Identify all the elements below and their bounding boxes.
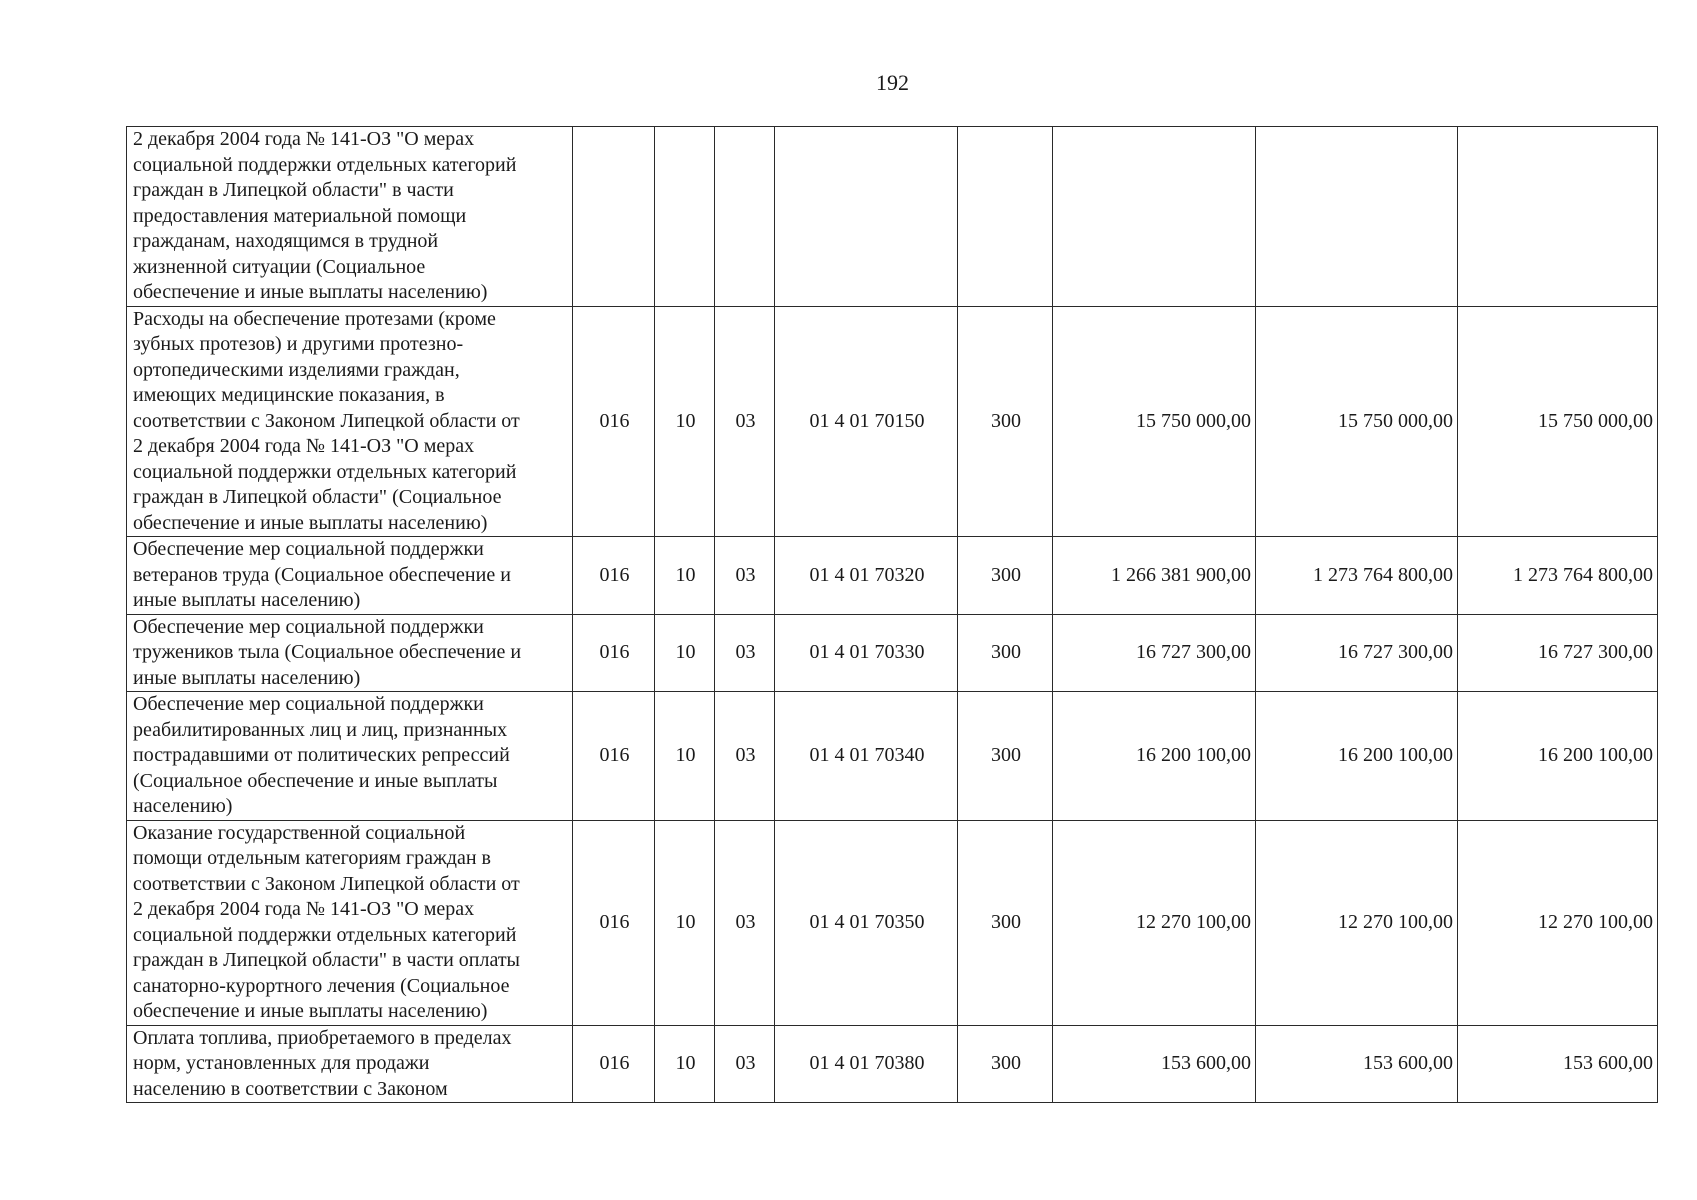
- cell-target-article: 01 4 01 70380: [775, 1025, 958, 1103]
- description-line: пострадавшими от политических репрессий: [133, 744, 510, 766]
- table-row: [127, 127, 1658, 307]
- description-line: иные выплаты населению): [133, 589, 361, 611]
- description-line: соответствии с Законом Липецкой области от: [133, 409, 520, 432]
- description-line: Оплата топлива, приобретаемого в пределах: [133, 1026, 512, 1049]
- description-line: Обеспечение мер социальной поддержки: [133, 538, 484, 560]
- description-line: обеспечение и иные выплаты населению): [133, 511, 488, 534]
- description-line: Обеспечение мер социальной поддержки: [133, 693, 484, 715]
- table-row: [127, 614, 1658, 692]
- cell-podrazdel: 03: [715, 614, 775, 692]
- cell-amount-3: [1458, 127, 1658, 307]
- cell-description: [127, 127, 573, 307]
- description-line: социальной поддержки отдельных категорий: [133, 460, 517, 483]
- cell-amount-1: 1 266 381 900,00: [1053, 537, 1256, 615]
- table-row: [127, 692, 1658, 821]
- cell-expense-type: [958, 127, 1053, 307]
- budget-table: [126, 126, 1658, 1103]
- description-line: 2 декабря 2004 года № 141-ОЗ "О мерах: [133, 128, 475, 150]
- description-line: населению): [133, 795, 233, 817]
- description-line: ветеранов труда (Социальное обеспечение и: [133, 563, 511, 586]
- description-line: граждан в Липецкой области" в части оплаты: [133, 949, 520, 971]
- description-line: тружеников тыла (Социальное обеспечение и: [133, 641, 522, 663]
- cell-target-article: 01 4 01 70330: [775, 614, 958, 692]
- table-body: [127, 127, 1658, 1103]
- description-line: санаторно-курортного лечения (Социальное: [133, 974, 510, 997]
- description-line: 2 декабря 2004 года № 141-ОЗ "О мерах: [133, 898, 475, 920]
- description-line: гражданам, находящимся в трудной: [133, 230, 439, 252]
- cell-description: [127, 1025, 573, 1103]
- table-row: [127, 1025, 1658, 1103]
- table-row: [127, 306, 1658, 537]
- cell-amount-3: 16 200 100,00: [1458, 692, 1658, 821]
- cell-ved: 016: [573, 1025, 655, 1103]
- cell-amount-3: 1 273 764 800,00: [1458, 537, 1658, 615]
- cell-target-article: 01 4 01 70320: [775, 537, 958, 615]
- cell-ved: 016: [573, 306, 655, 537]
- description-line: Обеспечение мер социальной поддержки: [133, 615, 484, 638]
- cell-expense-type: 300: [958, 537, 1053, 615]
- cell-razdel: [655, 127, 715, 307]
- cell-ved: 016: [573, 537, 655, 615]
- cell-podrazdel: 03: [715, 537, 775, 615]
- description-line: социальной поддержки отдельных категорий: [133, 153, 517, 176]
- description-line: граждан в Липецкой области" (Социальное: [133, 486, 502, 508]
- cell-expense-type: 300: [958, 692, 1053, 821]
- description-line: населению в соответствии с Законом: [133, 1077, 448, 1100]
- cell-ved: 016: [573, 614, 655, 692]
- cell-amount-3: 12 270 100,00: [1458, 820, 1658, 1025]
- cell-podrazdel: 03: [715, 1025, 775, 1103]
- cell-description: [127, 820, 573, 1025]
- cell-razdel: 10: [655, 1025, 715, 1103]
- cell-target-article: [775, 127, 958, 307]
- description-line: реабилитированных лиц и лиц, признанных: [133, 718, 508, 741]
- cell-amount-1: 15 750 000,00: [1053, 306, 1256, 537]
- cell-razdel: 10: [655, 692, 715, 821]
- cell-expense-type: 300: [958, 1025, 1053, 1103]
- cell-amount-2: [1256, 127, 1458, 307]
- cell-razdel: 10: [655, 306, 715, 537]
- cell-amount-1: 16 200 100,00: [1053, 692, 1256, 821]
- cell-amount-1: [1053, 127, 1256, 307]
- cell-razdel: 10: [655, 614, 715, 692]
- description-line: норм, установленных для продажи: [133, 1052, 430, 1074]
- cell-amount-2: 1 273 764 800,00: [1256, 537, 1458, 615]
- description-line: жизненной ситуации (Социальное: [133, 255, 426, 278]
- cell-ved: 016: [573, 820, 655, 1025]
- description-line: ортопедическими изделиями граждан,: [133, 358, 460, 381]
- description-line: помощи отдельным категориям граждан в: [133, 847, 491, 869]
- cell-description: [127, 692, 573, 821]
- cell-amount-2: 15 750 000,00: [1256, 306, 1458, 537]
- cell-description: [127, 537, 573, 615]
- cell-expense-type: 300: [958, 306, 1053, 537]
- cell-amount-3: 16 727 300,00: [1458, 614, 1658, 692]
- cell-ved: [573, 127, 655, 307]
- cell-podrazdel: 03: [715, 692, 775, 821]
- cell-description: [127, 306, 573, 537]
- cell-target-article: 01 4 01 70340: [775, 692, 958, 821]
- table-row: [127, 820, 1658, 1025]
- cell-description: [127, 614, 573, 692]
- cell-expense-type: 300: [958, 820, 1053, 1025]
- cell-podrazdel: [715, 127, 775, 307]
- cell-podrazdel: 03: [715, 306, 775, 537]
- cell-amount-2: 12 270 100,00: [1256, 820, 1458, 1025]
- description-line: Расходы на обеспечение протезами (кроме: [133, 307, 496, 330]
- cell-amount-1: 16 727 300,00: [1053, 614, 1256, 692]
- cell-razdel: 10: [655, 537, 715, 615]
- description-line: Оказание государственной социальной: [133, 821, 466, 844]
- cell-amount-2: 16 727 300,00: [1256, 614, 1458, 692]
- cell-expense-type: 300: [958, 614, 1053, 692]
- page-number: 192: [876, 70, 909, 95]
- description-line: иные выплаты населению): [133, 666, 361, 689]
- description-line: обеспечение и иные выплаты населению): [133, 1000, 488, 1022]
- description-line: соответствии с Законом Липецкой области от: [133, 872, 520, 895]
- description-line: социальной поддержки отдельных категорий: [133, 923, 517, 946]
- cell-razdel: 10: [655, 820, 715, 1025]
- cell-amount-3: 15 750 000,00: [1458, 306, 1658, 537]
- cell-amount-3: 153 600,00: [1458, 1025, 1658, 1103]
- cell-amount-1: 12 270 100,00: [1053, 820, 1256, 1025]
- description-line: 2 декабря 2004 года № 141-ОЗ "О мерах: [133, 435, 475, 457]
- description-line: имеющих медицинские показания, в: [133, 384, 445, 406]
- cell-ved: 016: [573, 692, 655, 821]
- cell-amount-2: 153 600,00: [1256, 1025, 1458, 1103]
- description-line: (Социальное обеспечение и иные выплаты: [133, 769, 498, 792]
- table-row: [127, 537, 1658, 615]
- description-line: предоставления материальной помощи: [133, 204, 467, 227]
- cell-target-article: 01 4 01 70150: [775, 306, 958, 537]
- description-line: обеспечение и иные выплаты населению): [133, 281, 488, 303]
- description-line: зубных протезов) и другими протезно-: [133, 333, 464, 355]
- description-line: граждан в Липецкой области" в части: [133, 179, 454, 201]
- cell-podrazdel: 03: [715, 820, 775, 1025]
- cell-amount-2: 16 200 100,00: [1256, 692, 1458, 821]
- cell-amount-1: 153 600,00: [1053, 1025, 1256, 1103]
- cell-target-article: 01 4 01 70350: [775, 820, 958, 1025]
